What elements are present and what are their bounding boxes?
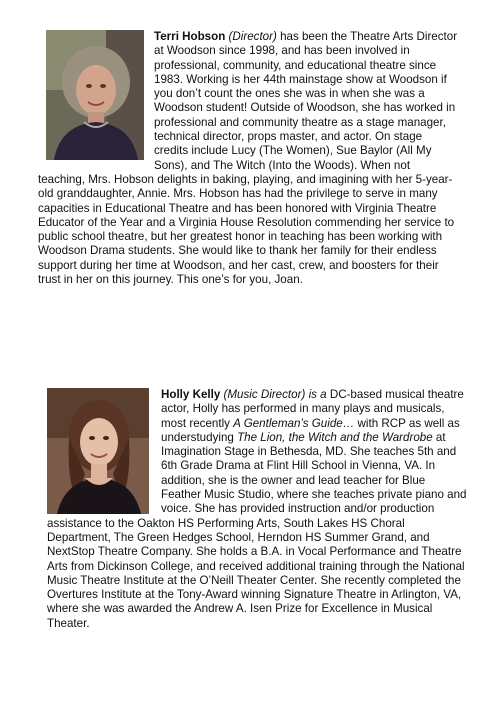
- bio-holly-kelly: [47, 388, 467, 631]
- bio-name: Holly Kelly: [161, 388, 221, 401]
- bio-is-a: is a: [308, 388, 327, 401]
- bio-role: (Music Director): [223, 388, 306, 401]
- photo-holly-kelly: [47, 388, 149, 514]
- bio-terri-hobson: [38, 30, 458, 287]
- show-title-gentlemans-guide: A Gentleman’s Guide…: [233, 416, 355, 430]
- bio-body-b: with RCP as well as understudying: [161, 416, 460, 444]
- bio-body: has been the Theatre Arts Director at Woodson since 1998, and has been involved in professional, community, and educational theatre since 1983. Working is her 44th mainstage show at Woodson if you don’t count the ones she was in when she was a Woodson student! Outside of Woodson, she has worked in professional and community theatre as a stage manager, technical director, props master, and actor. On stage credits include Lucy (The Women), Sue Baylor (All My Sons), and The Witch (Into the Woods). When not teaching, Mrs. Hobson delights in baking, playing, and imagining with her 5-year-old granddaughter, Annie. Mrs. Hobson has had the privilege to serve in many capacities in Educational Theatre and has been honored with Virginia Theatre Educator of the Year and a Virginia House Resolution commending her service to public school theatre, but her greatest honor in teaching has been working with Woodson Drama students. She would like to thank her family for their endless support during her time at Woodson, and her cast, crew, and boosters for their trust in her on this journey. This one’s for you, Joan.: [38, 30, 458, 287]
- bio-role: (Director): [228, 30, 277, 43]
- photo-terri-hobson: [46, 30, 144, 160]
- bio-name: Terri Hobson: [154, 30, 226, 43]
- bio-body-c: at Imagination Stage in Bethesda, MD. She teaches 5th and 6th Grade Drama at Flint Hill School in Vienna, VA. In addition, she is the owner and lead teacher for Blue Feather Music Studio, where she teaches private piano and voice. She has provided instruction and/or production assistance to the Oakton HS Performing Arts, South Lakes HS Choral Department, The Green Hedges School, Herndon HS Summer Grand, and NextStop Theatre Company. She holds a B.A. in Vocal Performance and Theatre Arts from Dickinson College, and received additional training through the National Music Theatre Institute at the O’Neill Theater Center. She recently completed the Overtures Institute at the Tony-Award winning Signature Theatre in Arlington, VA, where she was awarded the Andrew A. Isen Prize for Excellence in Musical Theater.: [47, 430, 467, 630]
- bio-body-a: DC-based musical theatre actor, Holly has performed in many plays and musicals, most recently: [161, 388, 464, 430]
- show-title-lion-witch-wardrobe: The Lion, the Witch and the Wardrobe: [237, 430, 433, 444]
